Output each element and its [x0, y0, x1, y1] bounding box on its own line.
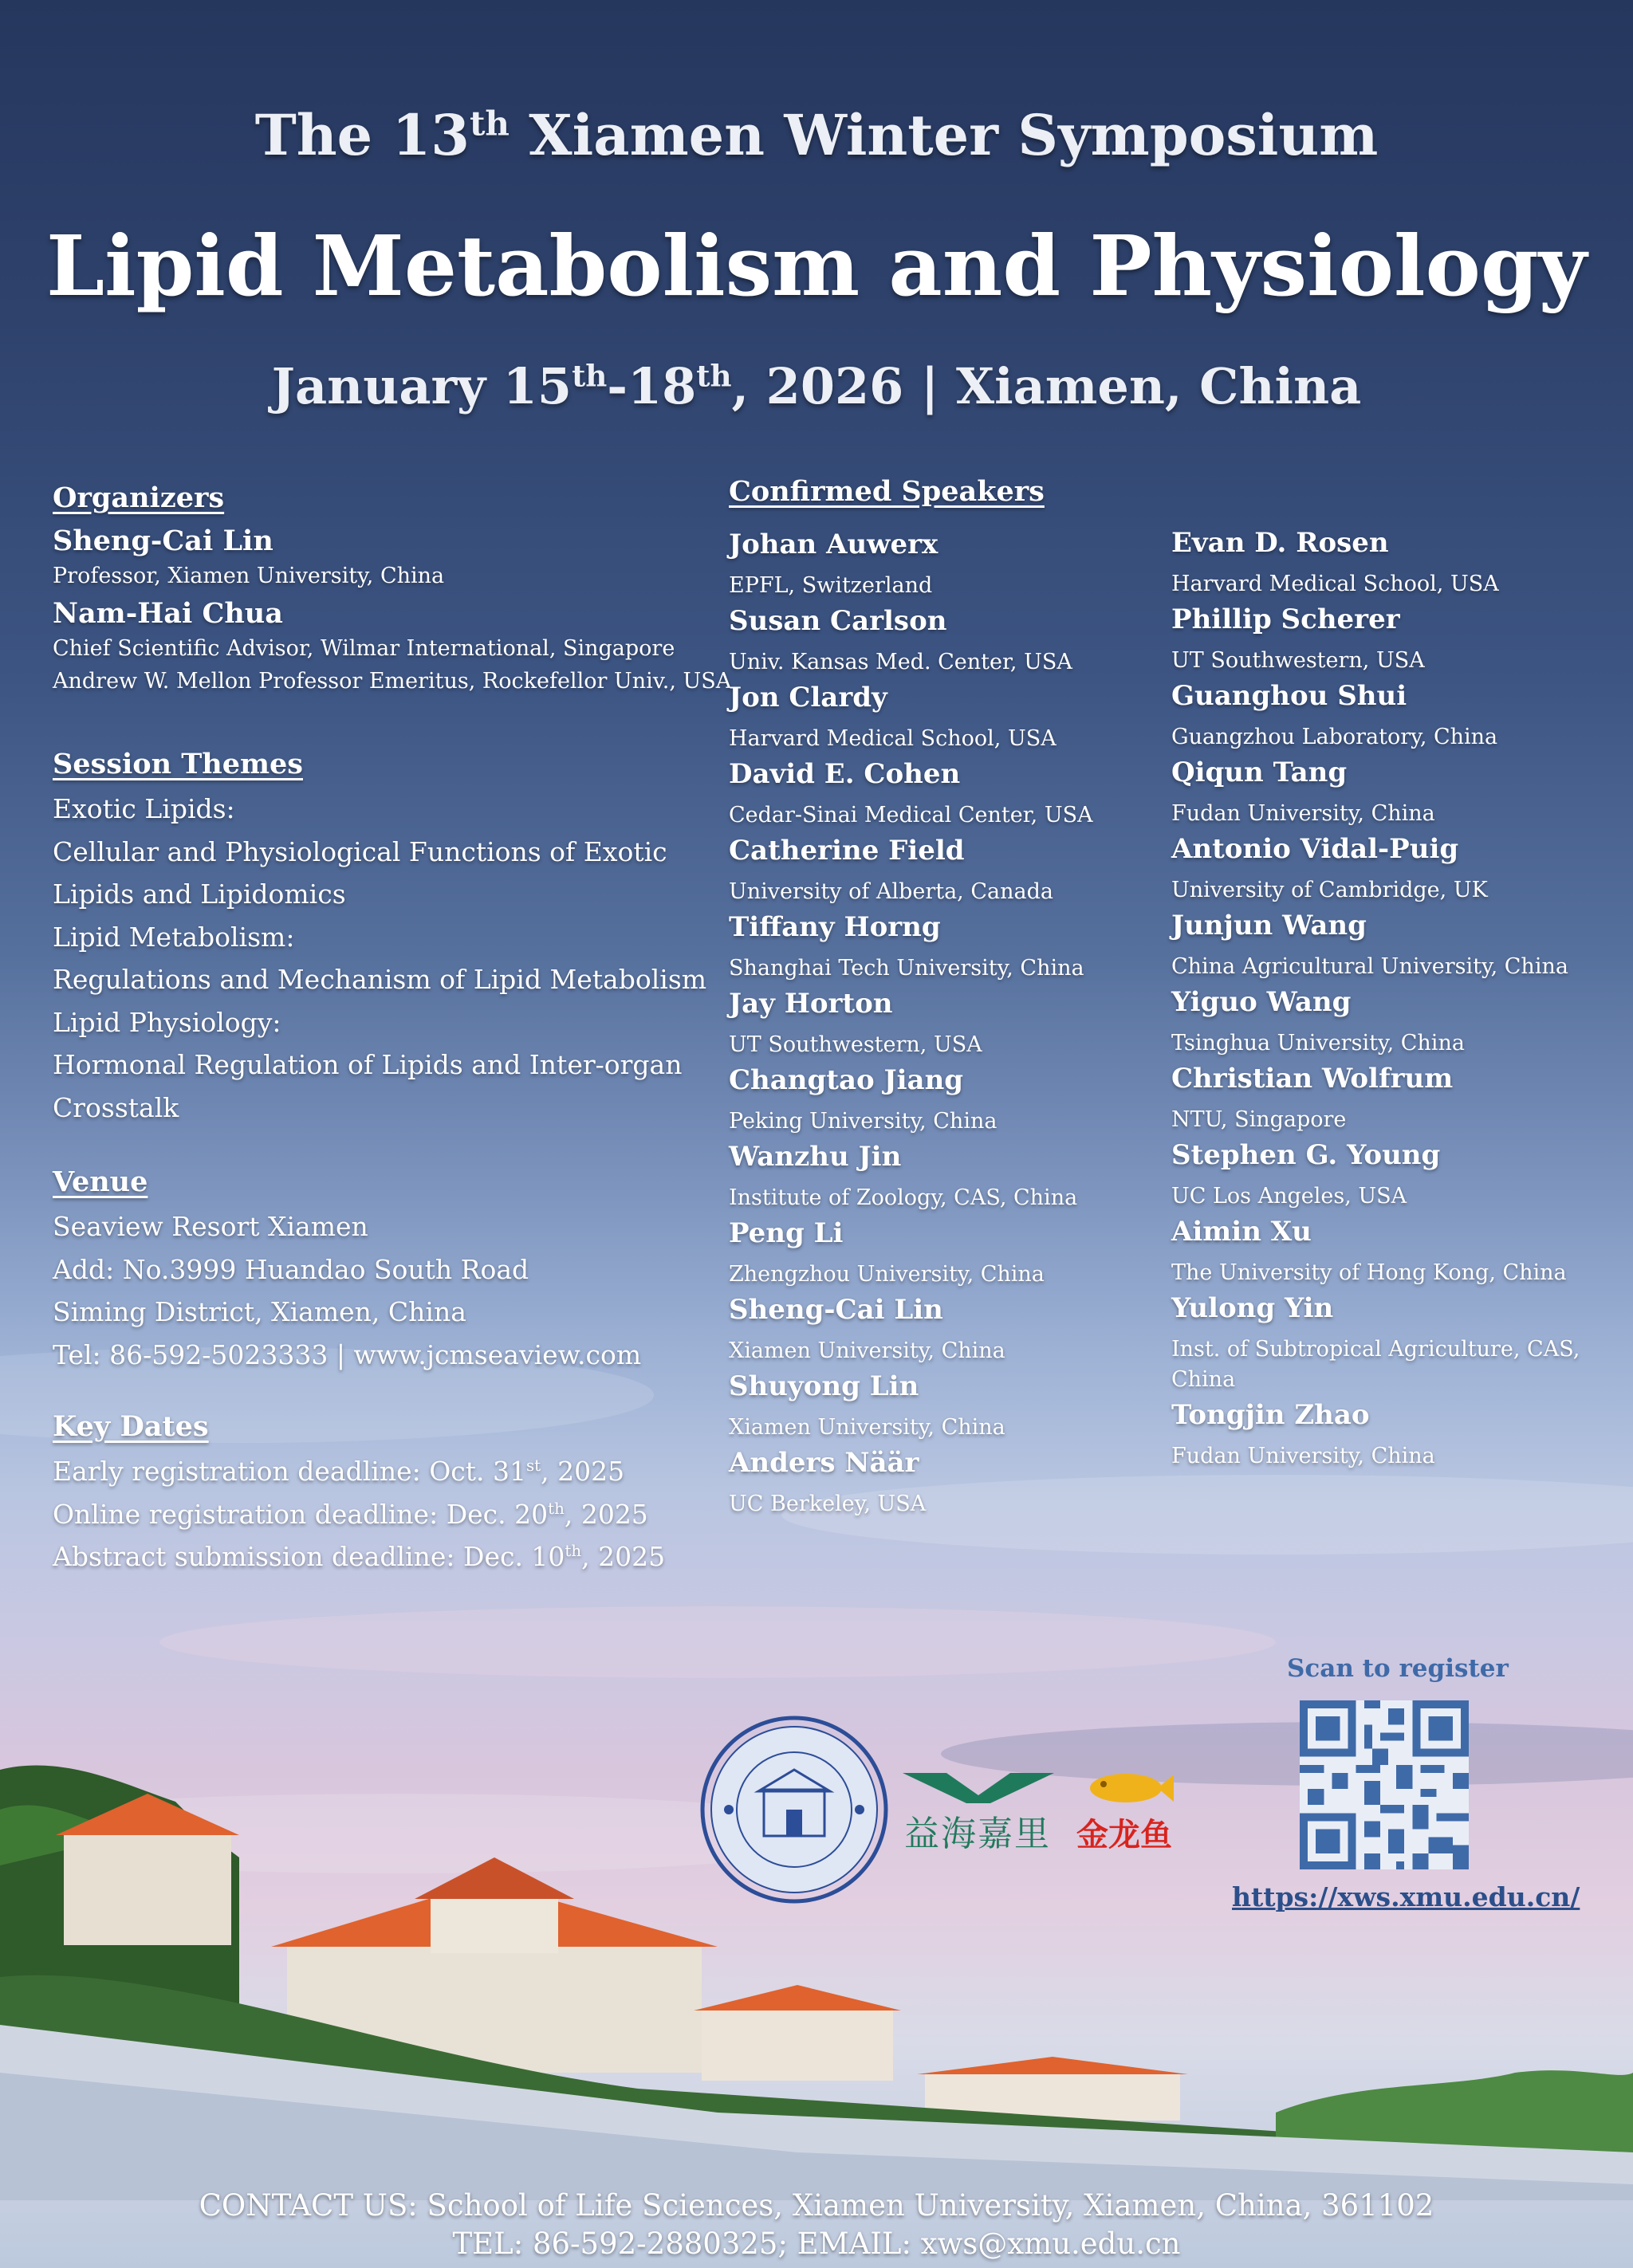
- speaker-name: Yiguo Wang: [1171, 986, 1352, 1018]
- speaker-affiliation: Guangzhou Laboratory, China: [1171, 725, 1498, 749]
- event-date-location: January 15th-18th, 2026 | Xiamen, China: [271, 357, 1362, 415]
- speaker-name: Peng Li: [729, 1217, 844, 1249]
- speaker-affiliation: Xiamen University, China: [729, 1415, 1005, 1440]
- speaker-entry: [729, 907, 1093, 984]
- yihai-kerry-logo: 益海嘉里: [904, 1814, 1051, 1854]
- speaker-affiliation: Fudan University, China: [1171, 1444, 1435, 1468]
- venue-line: Seaview Resort Xiamen: [53, 1211, 368, 1242]
- jinlongyu-fish-icon: [1086, 1768, 1174, 1808]
- speaker-affiliation: Univ. Kansas Med. Center, USA: [729, 650, 1072, 674]
- speaker-name: Aimin Xu: [1171, 1216, 1312, 1248]
- speaker-entry: [729, 1060, 1093, 1137]
- speaker-name: Johan Auwerx: [729, 529, 938, 560]
- jinlongyu-logo: 金龙鱼: [1076, 1817, 1172, 1853]
- speaker-name: Phillip Scherer: [1171, 603, 1400, 635]
- speaker-name: Junjun Wang: [1171, 910, 1367, 941]
- speaker-entry: [729, 754, 1093, 831]
- organizer-affiliation: Chief Scientific Advisor, Wilmar International, Singapore: [53, 636, 675, 661]
- speaker-entry: [1171, 523, 1633, 599]
- speaker-entry: [1171, 982, 1633, 1059]
- speaker-affiliation: University of Cambridge, UK: [1171, 878, 1488, 902]
- speaker-name: Catherine Field: [729, 835, 965, 867]
- speaker-name: Stephen G. Young: [1171, 1139, 1441, 1171]
- speaker-name: Susan Carlson: [729, 605, 947, 637]
- speaker-name: Changtao Jiang: [729, 1064, 964, 1096]
- speaker-affiliation: Harvard Medical School, USA: [729, 726, 1057, 751]
- speaker-affiliation: UT Southwestern, USA: [1171, 648, 1425, 673]
- speaker-affiliation: Harvard Medical School, USA: [1171, 572, 1499, 596]
- speaker-affiliation: UC Los Angeles, USA: [1171, 1184, 1407, 1209]
- speaker-name: Sheng-Cai Lin: [729, 1294, 943, 1326]
- speaker-name: Wanzhu Jin: [729, 1141, 902, 1173]
- symposium-subtitle: The 13th Xiamen Winter Symposium: [254, 102, 1379, 168]
- theme-line: Lipid Metabolism:: [53, 921, 295, 953]
- speaker-name: Shuyong Lin: [729, 1370, 919, 1402]
- speaker-name: David E. Cohen: [729, 758, 961, 790]
- speakers-column-2: [1171, 523, 1633, 1472]
- speaker-affiliation: Institute of Zoology, CAS, China: [729, 1185, 1078, 1210]
- speaker-name: Tongjin Zhao: [1171, 1399, 1370, 1431]
- key-date-item: Online registration deadline: Dec. 20th, 2025: [53, 1498, 648, 1530]
- speaker-entry: [1171, 1059, 1633, 1135]
- speaker-name: Guanghou Shui: [1171, 680, 1407, 712]
- organizers-list: [53, 523, 731, 698]
- speaker-affiliation: Xiamen University, China: [729, 1338, 1005, 1363]
- speaker-entry: [729, 1290, 1093, 1366]
- speaker-entry: [1171, 1212, 1633, 1288]
- speaker-entry: [1171, 1135, 1633, 1212]
- speaker-entry: [729, 1213, 1093, 1290]
- speaker-entry: [729, 1366, 1093, 1443]
- venue-details: [53, 1205, 641, 1376]
- speaker-name: Jay Horton: [729, 988, 893, 1020]
- speaker-affiliation: Shanghai Tech University, China: [729, 956, 1084, 981]
- organizers-heading: Organizers: [53, 482, 225, 514]
- school-seal-logo: [698, 1714, 890, 1905]
- speaker-entry: [729, 601, 1093, 678]
- venue-line: Add: No.3999 Huandao South Road: [53, 1253, 529, 1285]
- qr-code[interactable]: [1300, 1700, 1469, 1869]
- speakers-heading: Confirmed Speakers: [729, 475, 1045, 508]
- speaker-affiliation: Zhengzhou University, China: [729, 1262, 1045, 1287]
- session-themes-list: [53, 788, 706, 1129]
- speaker-affiliation: UT Southwestern, USA: [729, 1032, 982, 1057]
- speaker-entry: [1171, 906, 1633, 982]
- speaker-affiliation: NTU, Singapore: [1171, 1107, 1347, 1132]
- venue-line: Siming District, Xiamen, China: [53, 1296, 466, 1327]
- venue-line: Tel: 86-592-5023333 | www.jcmseaview.com: [53, 1338, 642, 1370]
- speaker-entry: [1171, 829, 1633, 906]
- page-title: Lipid Metabolism and Physiology: [45, 217, 1588, 315]
- theme-line: Lipid Physiology:: [53, 1006, 281, 1038]
- key-dates-list: [53, 1450, 665, 1578]
- key-dates-heading: Key Dates: [53, 1410, 209, 1443]
- speaker-affiliation: Fudan University, China: [1171, 801, 1435, 826]
- speaker-entry: [1171, 1395, 1633, 1472]
- speaker-entry: [1171, 676, 1633, 753]
- speaker-affiliation: EPFL, Switzerland: [729, 573, 933, 598]
- yihai-kerry-logo-mark: [903, 1771, 1054, 1805]
- speaker-affiliation: Cedar-Sinai Medical Center, USA: [729, 803, 1093, 827]
- organizer-name: Sheng-Cai Lin: [53, 525, 273, 557]
- speaker-name: Antonio Vidal-Puig: [1171, 833, 1459, 865]
- organizer-affiliation: Professor, Xiamen University, China: [53, 564, 445, 588]
- speaker-entry: [729, 525, 1093, 601]
- theme-line: Regulations and Mechanism of Lipid Metabolism: [53, 964, 707, 995]
- speaker-entry: [1171, 753, 1633, 829]
- speaker-entry: [729, 1443, 1093, 1519]
- speaker-affiliation: China Agricultural University, China: [1171, 954, 1568, 979]
- scan-to-register-label: Scan to register: [1287, 1654, 1509, 1683]
- speaker-affiliation: The University of Hong Kong, China: [1171, 1260, 1567, 1285]
- contact-address: CONTACT US: School of Life Sciences, Xiamen University, Xiamen, China, 361102: [199, 2188, 1434, 2223]
- speaker-entry: [729, 831, 1093, 907]
- speakers-column-1: [729, 525, 1093, 1519]
- speaker-entry: [729, 1137, 1093, 1213]
- speaker-affiliation: University of Alberta, Canada: [729, 879, 1053, 904]
- theme-line: Lipids and Lipidomics: [53, 879, 346, 910]
- register-link[interactable]: https://xws.xmu.edu.cn/: [1232, 1881, 1580, 1912]
- organizer-name: Nam-Hai Chua: [53, 597, 283, 630]
- theme-line: Exotic Lipids:: [53, 793, 235, 824]
- theme-line: Hormonal Regulation of Lipids and Inter-organ: [53, 1049, 683, 1080]
- speaker-affiliation: Inst. of Subtropical Agriculture, CAS, China: [1171, 1337, 1580, 1392]
- speaker-name: Evan D. Rosen: [1171, 527, 1389, 559]
- speaker-name: Tiffany Horng: [729, 911, 941, 943]
- contact-phone-email: TEL: 86-592-2880325; EMAIL: xws@xmu.edu.cn: [452, 2227, 1181, 2261]
- speaker-name: Christian Wolfrum: [1171, 1063, 1454, 1095]
- key-date-item: Abstract submission deadline: Dec. 10th, 2025: [53, 1541, 666, 1572]
- speaker-entry: [729, 678, 1093, 754]
- organizer-affiliation: Andrew W. Mellon Professor Emeritus, Rockefellor Univ., USA: [53, 669, 732, 694]
- speaker-affiliation: UC Berkeley, USA: [729, 1492, 927, 1516]
- key-date-item: Early registration deadline: Oct. 31st, 2025: [53, 1456, 625, 1487]
- speaker-affiliation: Peking University, China: [729, 1109, 998, 1134]
- speaker-entry: [1171, 1288, 1633, 1395]
- theme-line: Cellular and Physiological Functions of Exotic: [53, 835, 667, 867]
- venue-heading: Venue: [53, 1165, 148, 1198]
- speaker-affiliation: Tsinghua University, China: [1171, 1031, 1465, 1055]
- speaker-entry: [1171, 599, 1633, 676]
- speaker-name: Yulong Yin: [1171, 1292, 1334, 1324]
- speaker-name: Anders Näär: [729, 1447, 919, 1479]
- session-themes-heading: Session Themes: [53, 748, 303, 780]
- speaker-name: Qiqun Tang: [1171, 757, 1348, 788]
- speaker-entry: [729, 984, 1093, 1060]
- speaker-name: Jon Clardy: [729, 682, 887, 713]
- theme-line: Crosstalk: [53, 1091, 179, 1123]
